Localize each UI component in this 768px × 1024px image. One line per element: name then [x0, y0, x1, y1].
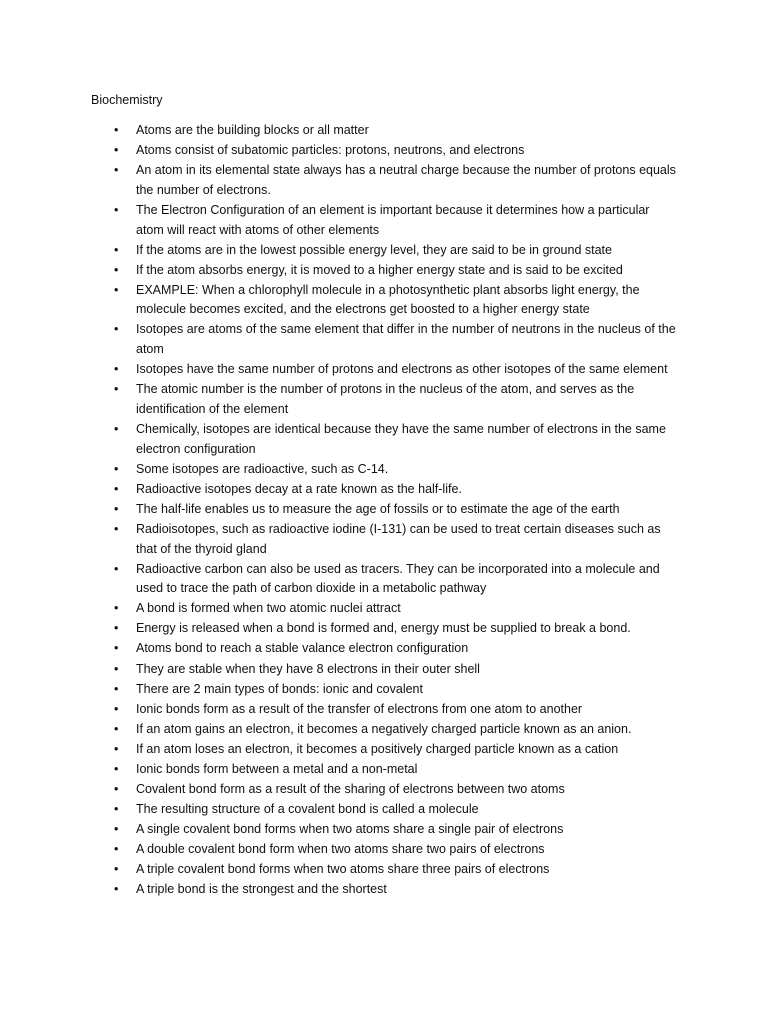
list-item [0, 760, 676, 780]
list-item [0, 320, 676, 359]
list-item [0, 800, 676, 820]
bullet-icon: • [114, 761, 119, 776]
list-item [0, 121, 676, 141]
list-item-text: Radioactive isotopes decay at a rate known as the half-life. [136, 481, 462, 496]
bullet-icon: • [114, 322, 119, 337]
list-item-text: If an atom gains an electron, it becomes a negatively charged particle known as an anion. [136, 721, 632, 736]
bullet-icon: • [114, 262, 119, 277]
list-item-text: Radioisotopes, such as radioactive iodine (I-131) can be used to treat certain diseases such as that of the thyroid gland [136, 521, 661, 556]
list-item-text: A bond is formed when two atomic nuclei attract [136, 601, 401, 616]
list-item-text: Atoms bond to reach a stable valance electron configuration [136, 641, 469, 656]
list-item-text: If the atom absorbs energy, it is moved to a higher energy state and is said to be excited [136, 262, 623, 277]
list-item-text: A single covalent bond forms when two atoms share a single pair of electrons [136, 821, 564, 836]
bullet-icon: • [114, 601, 119, 616]
list-item-text: The half-life enables us to measure the age of fossils or to estimate the age of the earth [136, 501, 620, 516]
list-item-text: A double covalent bond form when two atoms share two pairs of electrons [136, 841, 545, 856]
list-item [0, 380, 676, 419]
list-item [0, 261, 676, 281]
list-item-text: The Electron Configuration of an element is important because it determines how a particular atom will react with atoms of other elements [136, 202, 650, 237]
list-item [0, 780, 676, 800]
list-item [0, 840, 676, 860]
list-item [0, 141, 676, 161]
bullet-icon: • [114, 721, 119, 736]
bullet-icon: • [114, 681, 119, 696]
list-item [0, 720, 676, 740]
list-item-text: Energy is released when a bond is formed and, energy must be supplied to break a bond. [136, 621, 631, 636]
bullet-icon: • [114, 501, 119, 516]
list-item-text: If the atoms are in the lowest possible energy level, they are said to be in ground state [136, 242, 612, 257]
document-title: Biochemistry [91, 93, 163, 107]
bullet-icon: • [114, 801, 119, 816]
list-item [0, 460, 676, 480]
list-item-text: They are stable when they have 8 electrons in their outer shell [136, 661, 480, 676]
list-item-text: Chemically, isotopes are identical because they have the same number of electrons in the same electron configuration [136, 421, 666, 456]
list-item [0, 520, 676, 559]
list-item [0, 420, 676, 459]
bullet-icon: • [114, 561, 119, 576]
bullet-icon: • [114, 163, 119, 178]
list-item-text: Some isotopes are radioactive, such as C-14. [136, 461, 389, 476]
bullet-icon: • [114, 841, 119, 856]
list-item [0, 241, 676, 261]
bullet-icon: • [114, 202, 119, 217]
list-item-text: There are 2 main types of bonds: ionic and covalent [136, 681, 423, 696]
list-item [0, 639, 676, 659]
list-item-text: Isotopes have the same number of protons and electrons as other isotopes of the same element [136, 362, 668, 377]
bullet-icon: • [114, 362, 119, 377]
list-item [0, 880, 676, 900]
list-item [0, 161, 676, 200]
list-item-text: A triple bond is the strongest and the shortest [136, 882, 387, 897]
bullet-icon: • [114, 143, 119, 158]
list-item [0, 500, 676, 520]
list-item-text: An atom in its elemental state always has a neutral charge because the number of protons equals the number of electrons. [136, 163, 676, 197]
list-item [0, 680, 676, 700]
list-item [0, 860, 676, 880]
list-item-text: A triple covalent bond forms when two atoms share three pairs of electrons [136, 861, 550, 876]
list-item [0, 360, 676, 380]
bullet-icon: • [114, 621, 119, 636]
list-item-text: Covalent bond form as a result of the sharing of electrons between two atoms [136, 781, 565, 796]
list-item-text: If an atom loses an electron, it becomes a positively charged particle known as a cation [136, 741, 619, 756]
list-item [0, 560, 676, 599]
list-item [0, 599, 676, 619]
list-item [0, 740, 676, 760]
list-item-text: The resulting structure of a covalent bond is called a molecule [136, 801, 479, 816]
list-item [0, 281, 676, 320]
list-item-text: Atoms consist of subatomic particles: protons, neutrons, and electrons [136, 143, 525, 158]
bullet-icon: • [114, 701, 119, 716]
list-item [0, 660, 676, 680]
bullet-list [0, 121, 768, 900]
bullet-icon: • [114, 882, 119, 897]
list-item [0, 480, 676, 500]
bullet-icon: • [114, 781, 119, 796]
list-item-text: Atoms are the building blocks or all matter [136, 123, 369, 137]
list-item [0, 700, 676, 720]
bullet-icon: • [114, 661, 119, 676]
bullet-icon: • [114, 641, 119, 656]
bullet-icon: • [114, 421, 119, 436]
bullet-icon: • [114, 382, 119, 397]
list-item-text: EXAMPLE: When a chlorophyll molecule in a photosynthetic plant absorbs light energy, the molecule becomes excited, and the electrons get boosted to a higher energy state [136, 282, 640, 317]
bullet-icon: • [114, 481, 119, 496]
bullet-icon: • [114, 282, 119, 297]
list-item-text: Radioactive carbon can also be used as tracers. They can be incorporated into a molecule and used to trace the path of carbon dioxide in a metabolic pathway [136, 561, 660, 596]
bullet-icon: • [114, 821, 119, 836]
list-item-text: The atomic number is the number of protons in the nucleus of the atom, and serves as the identification of the element [136, 382, 635, 416]
list-item [0, 619, 676, 639]
list-item [0, 820, 676, 840]
bullet-icon: • [114, 242, 119, 257]
list-item-text: Isotopes are atoms of the same element that differ in the number of neutrons in the nucleus of the atom [136, 322, 676, 357]
list-item [0, 201, 676, 240]
bullet-icon: • [114, 461, 119, 476]
list-item-text: Ionic bonds form as a result of the transfer of electrons from one atom to another [136, 701, 583, 716]
bullet-icon: • [114, 741, 119, 756]
bullet-icon: • [114, 861, 119, 876]
bullet-icon: • [114, 521, 119, 536]
bullet-icon: • [114, 123, 119, 137]
list-item-text: Ionic bonds form between a metal and a non-metal [136, 761, 418, 776]
